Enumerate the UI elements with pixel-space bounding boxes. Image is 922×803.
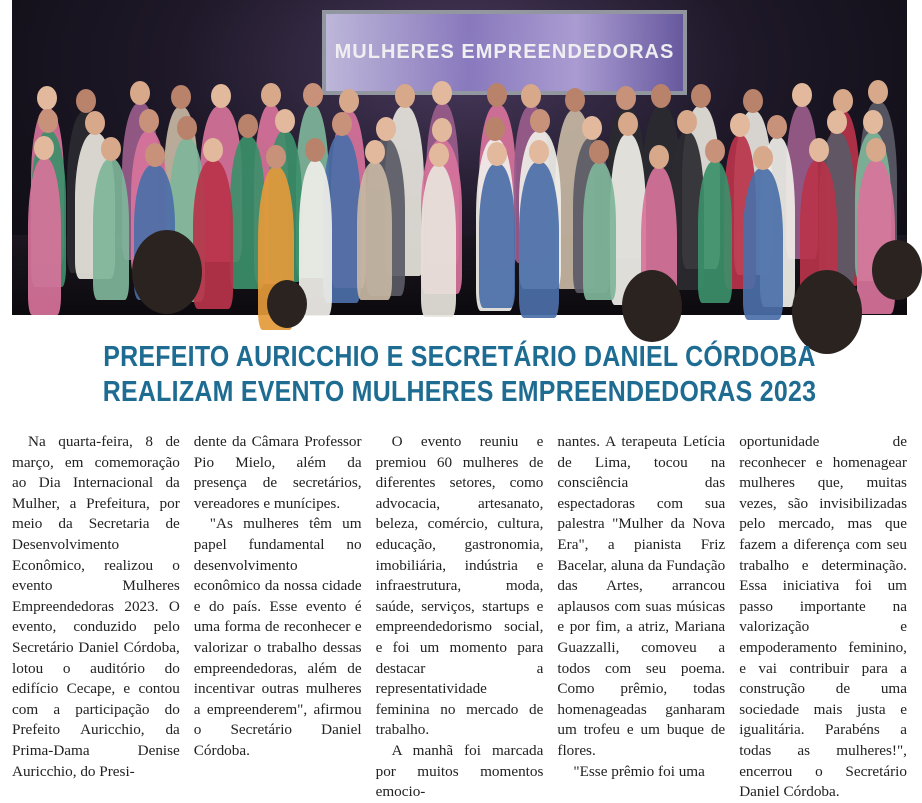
person-head (868, 80, 888, 104)
person-silhouette (519, 162, 559, 318)
person-head (332, 112, 352, 136)
event-photo (12, 0, 907, 315)
person-head (76, 89, 96, 113)
person-head (730, 113, 750, 137)
person-head (743, 89, 763, 113)
person-head (809, 138, 829, 162)
person-head (432, 118, 452, 142)
person-head (863, 110, 883, 134)
person-head (677, 110, 697, 134)
person-silhouette (743, 168, 783, 320)
person-head (530, 109, 550, 133)
person-head (38, 109, 58, 133)
person-head (618, 112, 638, 136)
person-head (85, 111, 105, 135)
article-paragraph: A manhã foi marcada por muitos momentos emocio- (375, 741, 544, 801)
text-column (375, 432, 544, 801)
person-head (203, 138, 223, 162)
person-head (582, 116, 602, 140)
person-head (275, 109, 295, 133)
stage-banner-text: MULHERES EMPREENDEDORAS (334, 41, 675, 63)
person-head (827, 110, 847, 134)
person-silhouette (421, 165, 456, 317)
person-head (753, 146, 773, 170)
article-paragraph: "Esse prêmio foi uma (573, 762, 705, 780)
person-silhouette (28, 158, 61, 314)
article-body (12, 432, 907, 801)
person-head (376, 117, 396, 141)
text-column (557, 432, 726, 780)
person-head (145, 143, 165, 167)
person-head (395, 84, 415, 108)
person-head (171, 85, 191, 109)
person-silhouette (93, 159, 129, 300)
audience-head (622, 270, 682, 342)
person-head (589, 140, 609, 164)
person-head (565, 88, 585, 112)
article-paragraph: dente da Câmara Professor Pio Mielo, além da presença de secretários, vereadores e munícipes. (193, 433, 362, 512)
article-paragraph: oportunidade de reconhecer e homenagear mulheres que, muitas vezes, são invisibilizadas pelo mercado, mas que fazem a diferença com seu trabalho e determinação. Essa iniciativa foi um passo importante na valorização e empoderamento feminino, e vai contribuir para a construção de uma sociedade mais justa e igualitária. Parabéns a todas as mulheres!", encerrou o Secretário Daniel Córdoba. (739, 433, 907, 801)
person-head (767, 115, 787, 139)
person-head (432, 81, 452, 105)
person-head (651, 84, 671, 108)
person-head (429, 143, 449, 167)
person-head (705, 139, 725, 163)
person-head (130, 81, 150, 105)
person-head (37, 86, 57, 110)
person-silhouette (479, 164, 514, 308)
person-head (365, 140, 385, 164)
person-head (521, 84, 541, 108)
person-head (649, 145, 669, 169)
audience-head (267, 280, 307, 328)
person-head (616, 86, 636, 110)
person-head (303, 83, 323, 107)
person-head (487, 83, 507, 107)
article-paragraph: "As mulheres têm um papel fundamental no desenvolvimento econômico da nossa cidade e do país. Esse evento é uma forma de reconhecer e valorizar o trabalho dessas empreendedoras, além de incentivar outras mulheres a empreenderem", afirmou o Secretário Daniel Córdoba. (193, 515, 362, 759)
audience-head (132, 230, 202, 314)
article-paragraph: O evento reuniu e premiou 60 mulheres de diferentes setores, como advocacia, artesanato, beleza, comércio, cultura, educação, gastronomia, imobiliária, indústria e infraestrutura, moda, saúde, serviços, startups e empreendedorismo social, e foi um momento para destacar a representatividade feminina no mercado de trabalho. (375, 433, 544, 739)
text-column (12, 432, 180, 780)
person-head (139, 109, 159, 133)
text-column (193, 432, 362, 759)
person-head (339, 89, 359, 113)
article-headline: PREFEITO AURICCHIO E SECRETÁRIO DANIEL CÓRDOBA REALIZAM EVENTO MULHERES EMPREENDEDORAS 2023 (102, 341, 817, 408)
crowd-of-women (12, 0, 907, 315)
person-head (487, 142, 507, 166)
article-paragraph: nantes. A terapeuta Letícia de Lima, tocou na consciência das espectadoras com sua palestra "Mulher da Nova Era", a pianista Friz Bacelar, aluna da Fundação das Artes, arrancou aplausos com suas músicas e por fim, a atriz, Mariana Guazzalli, comoveu a todos com seu poema. Como prêmio, todas homenageadas ganharam um trofeu e um buque de flores. (557, 433, 726, 759)
person-silhouette (583, 162, 616, 300)
person-head (261, 83, 281, 107)
person-head (101, 137, 121, 161)
person-head (485, 117, 505, 141)
article-paragraph: Na quarta-feira, 8 de março, em comemoração ao Dia Internacional da Mulher, a Prefeitura, por meio da Secretaria de Desenvolvimento Econômico, realizou o evento Mulheres Empreendedoras 2023. O evento, conduzido pelo Secretário Daniel Córdoba, lotou o auditório do edifício Cecape, e contou com a participação do Prefeito Auricchio, da Prima-Dama Denise Auricchio, do Presi- (12, 433, 180, 780)
person-head (792, 83, 812, 107)
person-head (177, 116, 197, 140)
person-silhouette (698, 161, 732, 302)
audience-head (872, 240, 922, 300)
person-silhouette (357, 162, 392, 301)
person-head (238, 114, 258, 138)
person-head (691, 84, 711, 108)
person-head (211, 84, 231, 108)
text-column (739, 432, 907, 801)
